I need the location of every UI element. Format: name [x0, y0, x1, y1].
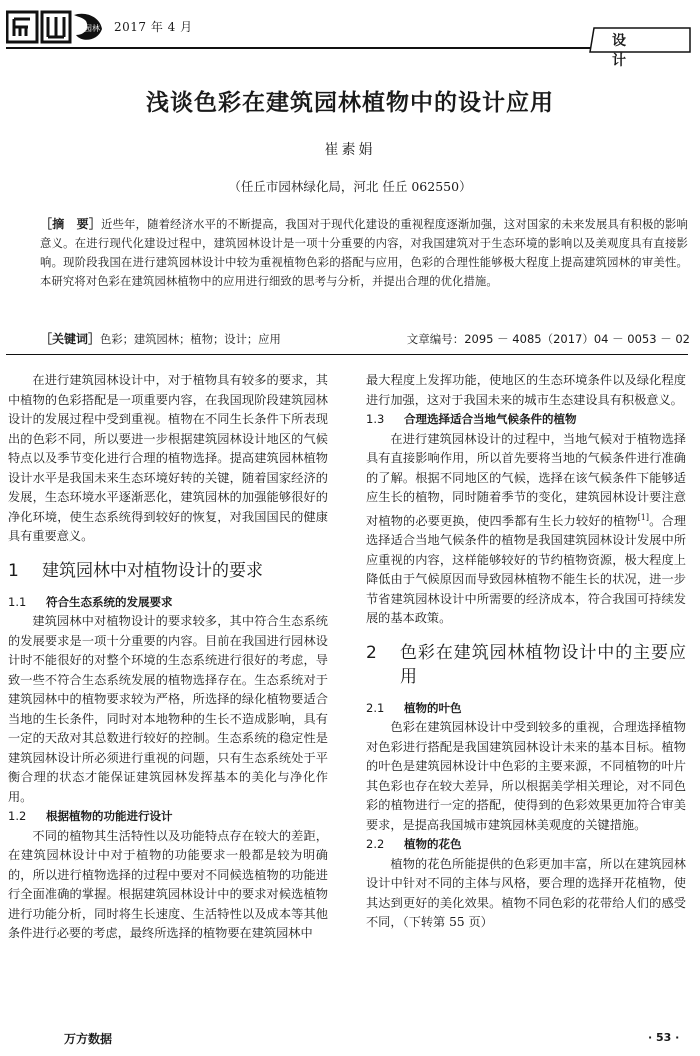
source-watermark: 万方数据	[64, 1032, 113, 1046]
section-number: 2	[366, 642, 377, 663]
continued-paragraph: 最大程度上发挥功能，使地区的生态环境条件以及绿化程度进行加强，这对于我国未来的城市生态建设具有积极意义。	[366, 373, 686, 407]
section-1-3-paragraph	[366, 430, 686, 629]
body-rule	[6, 354, 688, 355]
page-number: · 53 ·	[648, 1031, 680, 1044]
abstract	[40, 215, 688, 291]
article-number: 文章编号：2095 － 4085（2017）04 － 0053 － 02	[406, 332, 690, 346]
section-2-heading	[366, 641, 686, 689]
left-column	[8, 371, 328, 944]
intro-paragraph: 在进行建筑园林设计中，对于植物具有较多的要求，其中植物的色彩搭配是一项重要内容，在我国现阶段建筑园林设计的发展过程中受到重视。植物在不同生长条件下所表现出的色彩不同，所以要进一步根据建筑园林设计地区的气候特点以及季节变化进行合理的植物选择。提高建筑园林植物设计水平是我国未来生态环境好转的关键，随着国家经济的发展，生态环境水平逐渐恶化，建筑园林的加强能够很好的净化环境，使生态系统得到较好的恢复，对我国国民的健康具有重要意义。	[8, 373, 328, 543]
section-number: 1	[8, 560, 19, 581]
article-title: 浅谈色彩在建筑园林植物中的设计应用	[146, 89, 554, 116]
author-name: 崔素娟	[324, 142, 376, 158]
section-2-1-heading	[366, 699, 686, 719]
keywords-row	[40, 330, 690, 349]
section-label: 设 计	[612, 33, 648, 69]
subsection-number: 2.1	[366, 700, 385, 715]
subsection-title: 符合生态系统的发展要求	[46, 594, 173, 609]
section-1-heading	[8, 559, 328, 583]
abstract-label: ［摘 要］	[40, 217, 102, 231]
issue-date: 2017 年 4 月	[114, 20, 193, 34]
subsection-number: 1.3	[366, 412, 385, 426]
header-rule	[6, 47, 688, 49]
abstract-text: 近些年，随着经济水平的不断提高，我国对于现代化建设的重视程度逐渐加强，这对国家的未来发展具有积极的影响意义。在进行现代化建设过程中，建筑园林设计是一项十分重要的内容，对我国建筑对于生态环境的影响以及美观度具有直接影响。现阶段我国在进行建筑园林设计中较为重视植物色彩的搭配与应用，色彩的合理性能够极大程度上提高建筑园林的审美性。本研究将对色彩在建筑园林植物中的应用进行细致的思考与分析，并提出合理的优化措施。	[40, 218, 688, 288]
keywords-label: ［关键词］	[40, 332, 101, 346]
paragraph-text: 在进行建筑园林设计的过程中，当地气候对于植物选择具有直接影响作用，所以首先要将当地的气候条件进行准确的了解。根据不同地区的气候，选择在该气候条件下能够适应生长的植物，同时随着季节的变化，建筑园林设计要注意对植物的必要更换，使四季都有生长力较好的植物	[366, 431, 686, 528]
subsection-number: 1.2	[8, 809, 27, 823]
paragraph-text: 。合理选择适合当地气候条件的植物是我国建筑园林设计发展中所应重视的内容，这样能够较好的节约植物资源，极大程度上降低由于气候原因而导致园林植物不能生长的状况，进一步节省建筑园林设计中所需要的经济成本，符合我国可持续发展的基本政策。	[366, 513, 687, 626]
section-title: 建筑园林中对植物设计的要求	[42, 560, 263, 581]
subsection-number: 1.1	[8, 594, 27, 609]
section-1-1-paragraph: 建筑园林中对植物设计的要求较多，其中符合生态系统的发展要求是一项十分重要的内容。目前在我国进行园林设计时不能很好的对整个环境的生态系统进行很好的考虑，导致一些不符合生态系统发展的植物选择存在。生态系统对于建筑园林中的植物要求较为严格，所选择的绿化植物要适合当地的生长条件，同时对本地物种的生长不造成影响，具有一定的天敌对其总数进行较好的控制。生态系统的稳定性是建筑园林设计所必须进行重视的问题，只有生态系统处于平衡合理的状态才能保证建筑园林发挥基本的美化与净化作用。	[8, 614, 328, 804]
citation-ref[interactable]: [1]	[637, 512, 649, 522]
subsection-number: 2.2	[366, 837, 385, 852]
journal-logo	[6, 9, 104, 45]
section-2-2-heading	[366, 835, 686, 855]
keywords-text: 色彩；建筑园林；植物；设计；应用	[100, 333, 281, 346]
section-1-3-heading	[366, 410, 686, 430]
section-2-1-paragraph: 色彩在建筑园林设计中受到较多的重视，合理选择植物对色彩进行搭配是我国建筑园林设计未来的基本目标。植物的叶色是建筑园林设计中色彩的主要来源，不同植物的叶片其色彩也存在较大差异，所以根据美学相关理论，对不同色彩的植物进行一定的搭配，使得到的色彩效果更加符合审美要求，是提高我国城市建筑园林美观度的关键措施。	[366, 720, 686, 832]
subsection-title: 根据植物的功能进行设计	[46, 809, 173, 823]
subsection-title: 植物的叶色	[404, 700, 462, 715]
author-affiliation: （任丘市园林绿化局，河北 任丘 062550）	[228, 179, 472, 194]
right-column	[366, 371, 686, 933]
section-1-1-heading	[8, 593, 328, 613]
section-2-2-paragraph: 植物的花色所能提供的色彩更加丰富，所以在建筑园林设计中针对不同的主体与风格，要合理的选择开花植物，使其达到更好的美化效果。植物不同色彩的花带给人们的感受不同，（下转第 55 页）	[366, 856, 686, 930]
section-1-2-heading	[8, 807, 328, 827]
section-title: 色彩在建筑园林植物设计中的主要应用	[400, 642, 686, 687]
subsection-title: 合理选择适合当地气候条件的植物	[404, 412, 577, 426]
subsection-title: 植物的花色	[404, 837, 462, 852]
logo-text: 园林	[84, 24, 100, 33]
section-1-2-paragraph: 不同的植物其生活特性以及功能特点存在较大的差距，在建筑园林设计中对于植物的功能要求一般都是较为明确的，所以进行植物选择的过程中要对不同候选植物的功能进行全面准确的掌握。根据建筑园林设计中的要求对候选植物进行功能分析，同时将生长速度、生活特性以及成本等其他条件进行必要的考虑，最终所选择的植物要在建筑园林中	[8, 828, 328, 940]
